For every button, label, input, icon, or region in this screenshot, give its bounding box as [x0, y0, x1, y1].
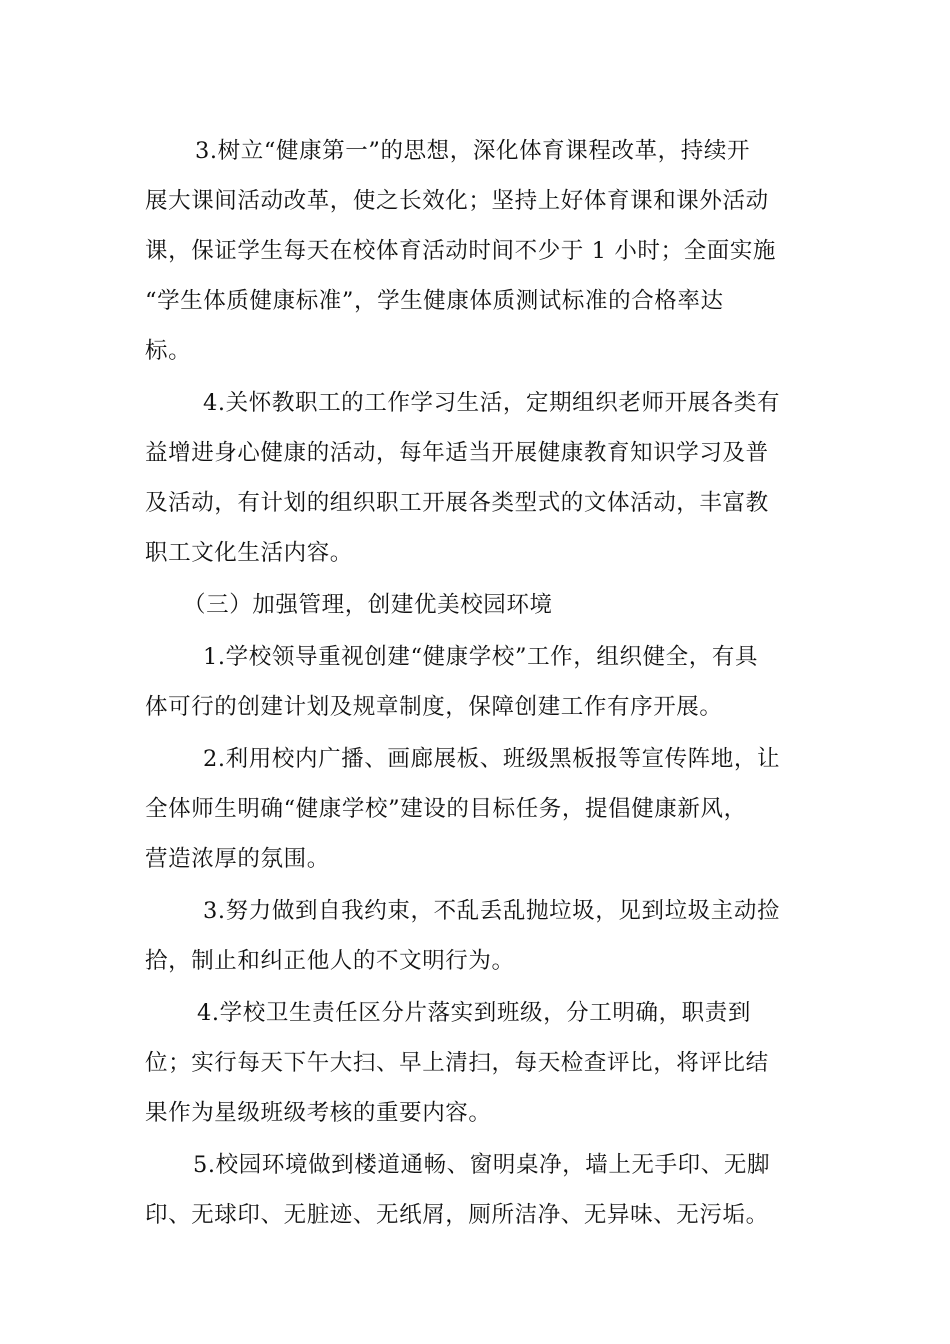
text-line: 4.学校卫生责任区分片落实到班级，分工明确，职责到 — [197, 1000, 751, 1026]
text-line: 标。 — [145, 338, 192, 364]
text-line: 职工文化生活内容。 — [145, 540, 353, 566]
text-line: 营造浓厚的氛围。 — [145, 846, 330, 872]
text-line: 及活动，有计划的组织职工开展各类型式的文体活动，丰富教 — [145, 490, 769, 516]
paragraph-gap — [145, 1240, 815, 1242]
text-line: 印、无球印、无脏迹、无纸屑，厕所洁净、无异味、无污垢。 — [145, 1202, 769, 1228]
text-line: 3.树立“健康第一”的思想，深化体育课程改革，持续开 — [195, 138, 751, 164]
text-line: 1.学校领导重视创建“健康学校”工作，组织健全，有具 — [203, 644, 759, 670]
text-line: 4.关怀教职工的工作学习生活，定期组织老师开展各类有 — [203, 390, 781, 416]
document-page — [145, 126, 815, 1242]
text-line: 3.努力做到自我约束，不乱丢乱抛垃圾，见到垃圾主动捡 — [203, 898, 781, 924]
paragraph — [145, 632, 815, 732]
text-line: 2.利用校内广播、画廊展板、班级黑板报等宣传阵地，让 — [203, 746, 781, 772]
text-line: 课，保证学生每天在校体育活动时间不少于 1 小时；全面实施 — [145, 238, 777, 264]
text-line: 体可行的创建计划及规章制度，保障创建工作有序开展。 — [145, 694, 723, 720]
paragraph — [145, 734, 815, 884]
text-line: 5.校园环境做到楼道通畅、窗明桌净，墙上无手印、无脚 — [193, 1152, 771, 1178]
paragraph — [145, 988, 815, 1138]
text-line: 展大课间活动改革，使之长效化；坚持上好体育课和课外活动 — [145, 188, 769, 214]
paragraph — [145, 580, 815, 630]
text-line: 果作为星级班级考核的重要内容。 — [145, 1100, 492, 1126]
text-line: （三）加强管理，创建优美校园环境 — [183, 592, 553, 618]
paragraph — [145, 378, 815, 578]
text-line: “学生体质健康标准”，学生健康体质测试标准的合格率达 — [145, 288, 724, 314]
paragraph — [145, 126, 815, 376]
paragraph — [145, 886, 815, 986]
text-line: 拾，制止和纠正他人的不文明行为。 — [145, 948, 515, 974]
paragraph — [145, 1140, 815, 1240]
text-line: 全体师生明确“健康学校”建设的目标任务，提倡健康新风， — [145, 796, 747, 822]
text-line: 位；实行每天下午大扫、早上清扫，每天检查评比，将评比结 — [145, 1050, 769, 1076]
text-line: 益增进身心健康的活动，每年适当开展健康教育知识学习及普 — [145, 440, 769, 466]
